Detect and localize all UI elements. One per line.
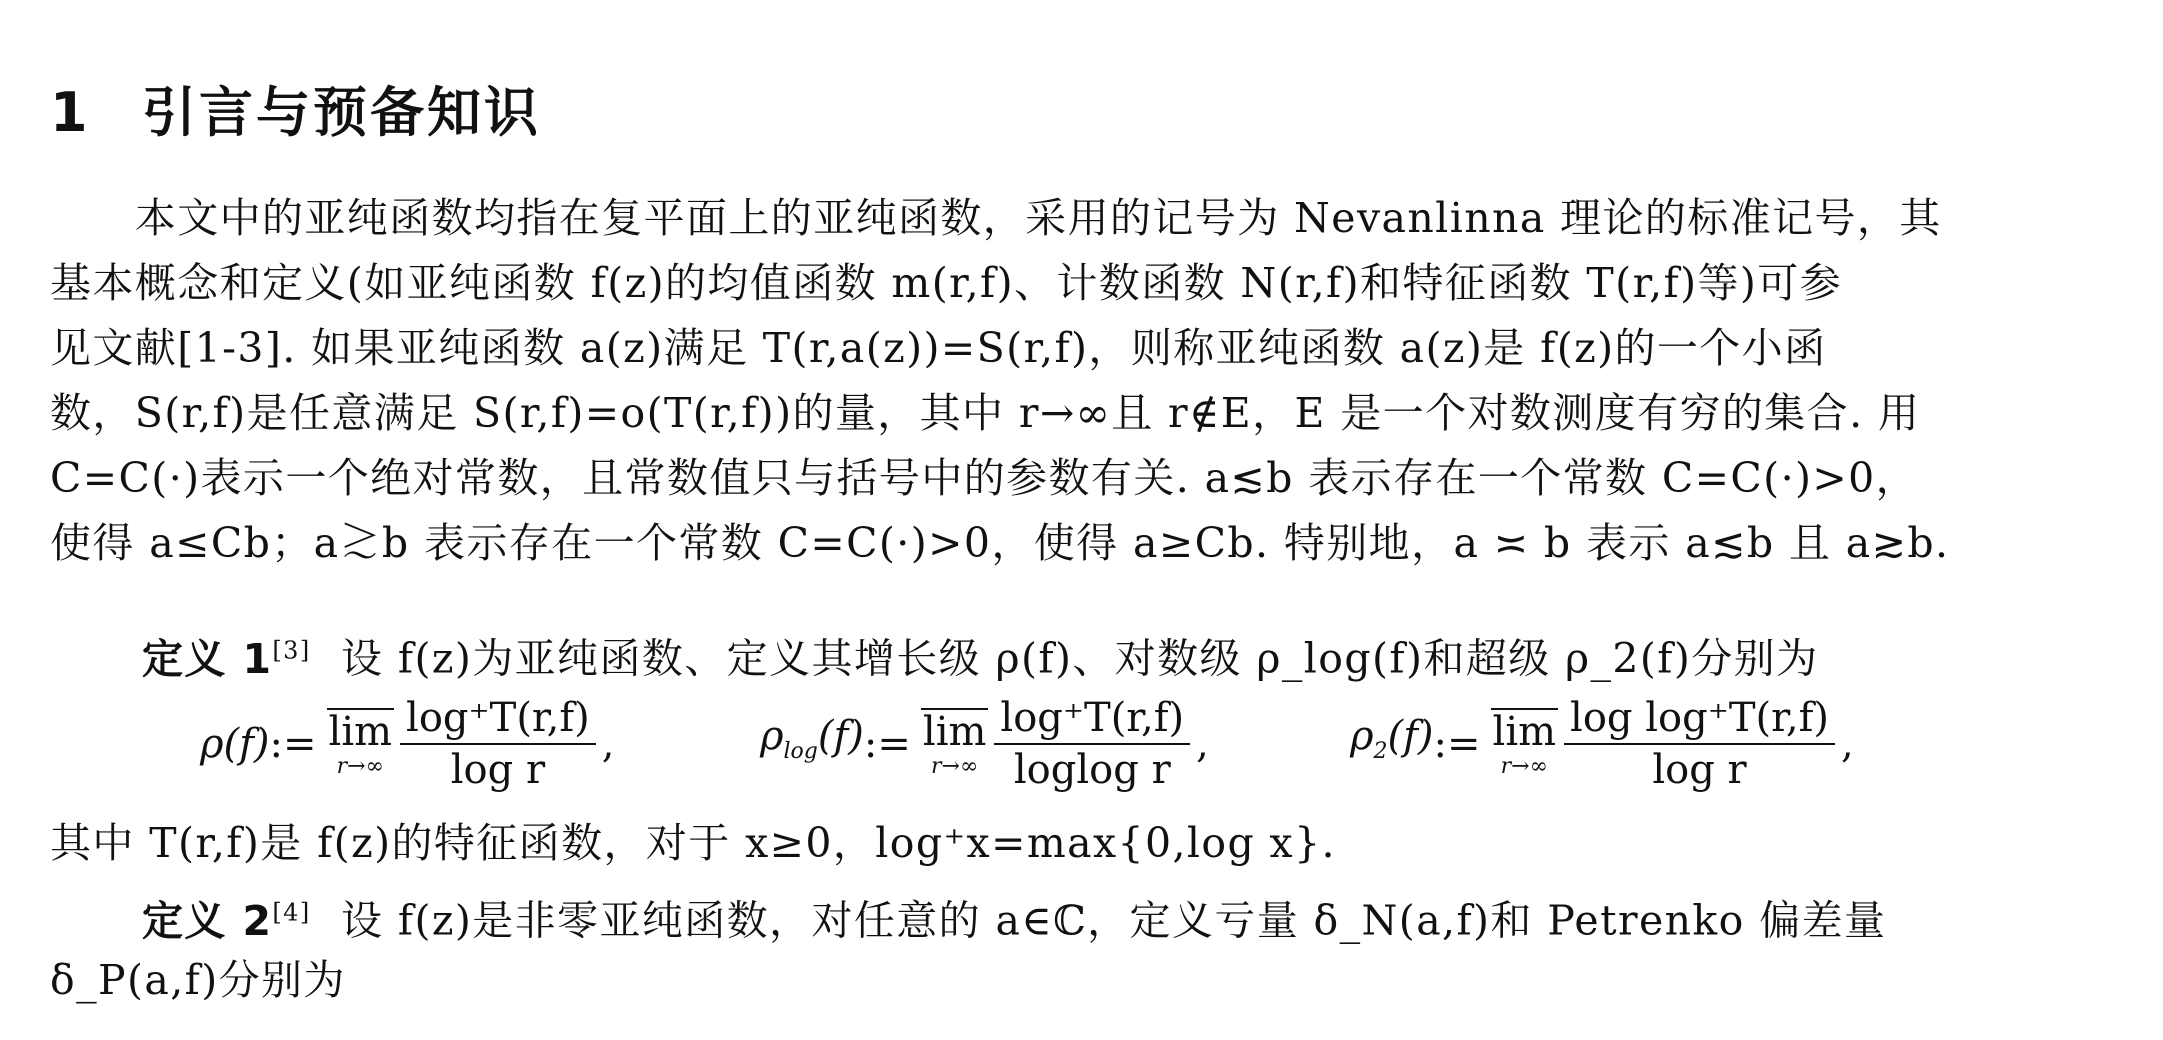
fraction-numerator: log⁺T(r,f) [994, 695, 1190, 745]
paragraph-after-formula: 其中 T(r,f)是 f(z)的特征函数，对于 x≥0，log⁺x=max{0,log x}. [50, 819, 1336, 867]
paragraph-line-4: 数，S(r,f)是任意满足 S(r,f)=o(T(r,f))的量，其中 r→∞且 r∉E，E 是一个对数测度有穷的集合. 用 [50, 389, 1921, 437]
formula-order-fraction [400, 695, 596, 793]
limsup-operator: lim r→∞ [922, 709, 987, 779]
formula-end-punctuation: , [1840, 721, 1854, 767]
formula-log-order [760, 690, 1209, 798]
formula-hyper-order [1350, 690, 1854, 798]
definition-1-text: 设 f(z)为亚纯函数、定义其增长级 ρ(f)、对数级 ρ_log(f)和超级 ρ_2(f)分别为 [341, 634, 1819, 683]
definition-1-citation: [3] [272, 636, 311, 664]
paragraph-line-6: 使得 a≤Cb；a≳b 表示存在一个常数 C=C(·)>0，使得 a≥Cb. 特别地，a ≍ b 表示 a≲b 且 a≳b. [50, 519, 1950, 567]
definition-1-label: 定义 1[3] [142, 634, 311, 683]
formula-log-order-lhs: $\rho_{log}(f)$ [760, 713, 864, 764]
paragraph-line-2: 基本概念和定义(如亚纯函数 f(z)的均值函数 m(r,f)、计数函数 N(r,f)和特征函数 T(r,f)等)可参 [50, 259, 1843, 307]
definition-2-citation: [4] [272, 898, 311, 926]
limsup-operator: lim r→∞ [1492, 709, 1557, 779]
fraction-denominator: log r [1652, 747, 1747, 793]
section-heading [50, 78, 541, 148]
definition-2-label: 定义 2[4] [142, 896, 311, 945]
limsup-operator: lim r→∞ [328, 709, 393, 779]
definition-2-line-2: δ_P(a,f)分别为 [50, 956, 346, 1004]
fraction-numerator: log⁺T(r,f) [400, 695, 596, 745]
definition-1 [142, 622, 1818, 687]
assign-symbol: := [269, 721, 317, 767]
assign-symbol: := [863, 721, 911, 767]
formula-separator: , [1196, 721, 1209, 767]
section-title: 引言与预备知识 [142, 81, 541, 144]
formula-separator: , [601, 721, 615, 767]
paragraph-line-5: C=C(·)表示一个绝对常数，且常数值只与括号中的参数有关. a≲b 表示存在一个常数 C=C(·)>0， [50, 454, 1919, 502]
growth-order-formulas [200, 690, 2000, 798]
paragraph-line-3: 见文献[1-3]. 如果亚纯函数 a(z)满足 T(r,a(z))=S(r,f)，则称亚纯函数 a(z)是 f(z)的一个小函 [50, 324, 1827, 372]
definition-2 [142, 884, 1886, 949]
fraction-denominator: log r [450, 747, 546, 793]
section-number: 1 [50, 81, 91, 144]
formula-hyper-order-lhs: $\rho_2(f)$ [1350, 713, 1434, 764]
formula-log-order-fraction [994, 695, 1190, 793]
fraction-numerator: log log⁺T(r,f) [1564, 695, 1835, 745]
formula-order-lhs: ρ(f) [200, 721, 270, 767]
paragraph-line-1: 本文中的亚纯函数均指在复平面上的亚纯函数，采用的记号为 Nevanlinna 理论的标准记号，其 [50, 194, 1942, 242]
formula-hyper-order-fraction [1564, 695, 1835, 793]
assign-symbol: := [1433, 721, 1481, 767]
definition-2-text: 设 f(z)是非零亚纯函数，对任意的 a∈ℂ，定义亏量 δ_N(a,f)和 Petrenko 偏差量 [341, 896, 1887, 945]
formula-order [200, 690, 615, 798]
fraction-denominator: loglog r [1013, 747, 1171, 793]
